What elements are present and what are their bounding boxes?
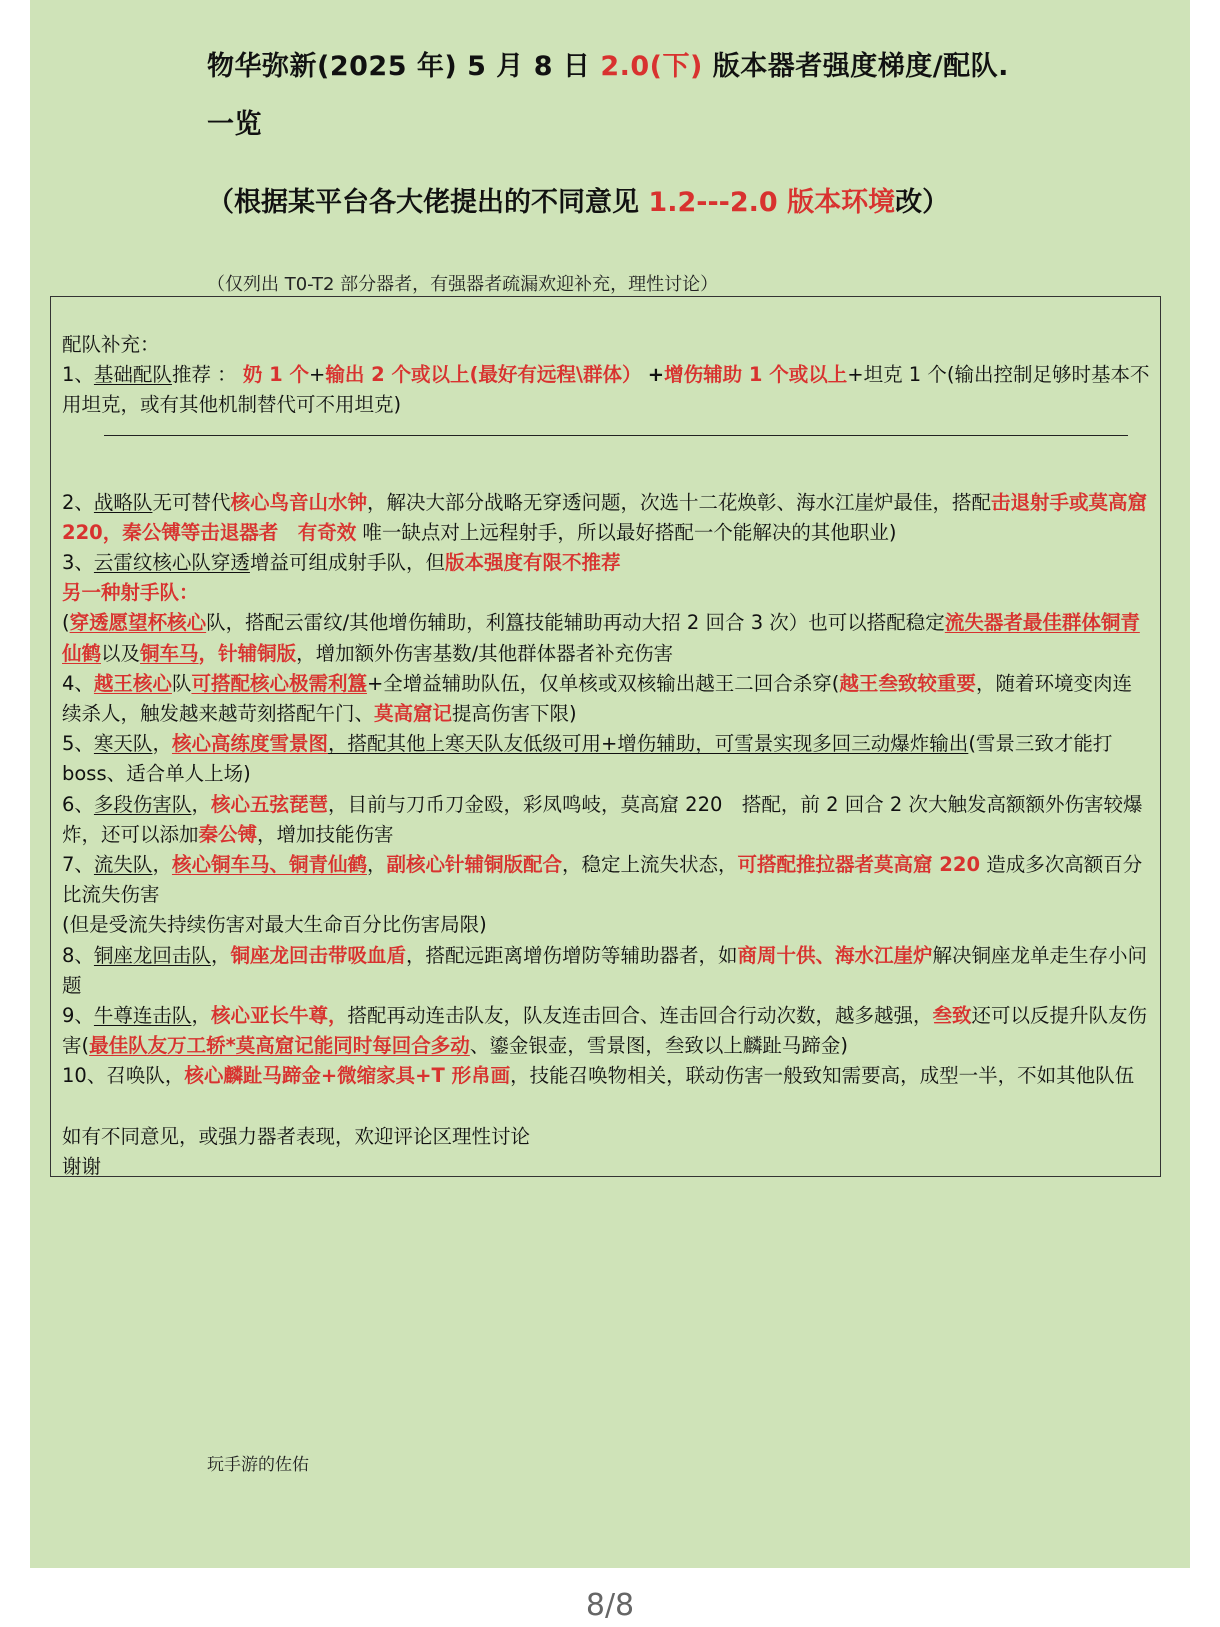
archer-team-title: 另一种射手队：	[62, 581, 199, 605]
scope-note: （仅列出 T0-T2 部分器者，有强器者疏漏欢迎补充，理性讨论）	[207, 274, 719, 295]
team-recommendation-box	[50, 296, 1161, 1177]
closing-thanks: 谢谢	[62, 1154, 102, 1178]
basic-team-paragraph: 1、基础配队推荐 ： 奶 1 个+输出 2 个或以上(最好有远程\群体） +增伤辅助 1 个或以上+坦克 1 个(输出控制足够时基本不用坦克，或有其他机制替代可不用坦克)	[62, 363, 1150, 417]
page-indicator: 8/8	[585, 1588, 635, 1623]
cloud-thunder-paragraph: 3、云雷纹核心队穿透增益可组成射手队，但版本强度有限不推荐	[62, 551, 621, 575]
summon-team-paragraph: 10、召唤队，核心麟趾马蹄金+微缩家具+T 形帛画，技能召唤物相关，联动伤害一般致知需要高，成型一半，不如其他队伍	[62, 1064, 1135, 1088]
strategy-team-paragraph: 2、战略队无可替代核心鸟音山水钟，解决大部分战略无穿透问题，次选十二花焕彰、海水江崖炉最佳，搭配击退射手或莫高窟 220，秦公镈等击退器者 有奇效 唯一缺点对上远程射手，所以最好搭配一个能解决的其他职业)	[62, 490, 1147, 544]
drain-team-paragraph: 7、流失队，核心铜车马、铜青仙鹤，副核心针辅铜版配合，稳定上流失状态，可搭配推拉器者莫高窟 220 造成多次高额百分比流失伤害 (但是受流失持续伤害对最大生命百分比伤害局限)	[62, 853, 1143, 937]
yuewang-team-paragraph: 4、越王核心队可搭配核心极需利簋+全增益辅助队伍，仅单核或双核输出越王二回合杀穿(越王叁致较重要，随着环境变肉连续杀人，触发越来越苛刻搭配午门、莫高窟记提高伤害下限)	[62, 671, 1132, 726]
ox-team-paragraph: 9、牛尊连击队，核心亚长牛尊，搭配再动连击队友，队友连击回合、连击回合行动次数，越多越强，叁致还可以反提升队友伤害(最佳队友万工轿*莫高窟记能同时每回合多动、鎏金银壶，雪景图，叁致以上麟趾马蹄金)	[62, 1004, 1148, 1058]
box-heading: 配队补充：	[62, 333, 160, 356]
closing-remark: 如有不同意见，或强力器者表现，欢迎评论区理性讨论	[62, 1124, 531, 1148]
title-version: 2.0(下)	[600, 51, 703, 82]
page-title: 物华弥新(2025 年) 5 月 8 日 2.0(下) 版本器者强度梯度/配队. 一览	[207, 51, 1009, 140]
archer-team-paragraph: (穿透愿望杯核心队，搭配云雷纹/其他增伤辅助，利簋技能辅助再动大招 2 回合 3 次）也可以搭配稳定流失器者最佳群体铜青仙鹤以及铜车马，针辅铜版，增加额外伤害基数/其他群体器者补充伤害	[62, 611, 1140, 665]
cold-team-paragraph: 5、寒天队，核心高练度雪景图，搭配其他上寒天队友低级可用+增伤辅助，可雪景实现多回三动爆炸输出(雪景三致才能打 boss、适合单人上场)	[62, 732, 1113, 786]
subtitle-version: 1.2---2.0 版本环境	[648, 187, 896, 218]
multi-hit-team-paragraph: 6、多段伤害队，核心五弦琵琶，目前与刀币刀金殴，彩凤鸣岐，莫高窟 220 搭配，前 2 回合 2 次大触发高额额外伤害较爆炸，还可以添加秦公镈，增加技能伤害	[62, 792, 1143, 846]
author-signature: 玩手游的佐佑	[207, 1455, 309, 1475]
page-subtitle: （根据某平台各大佬提出的不同意见 1.2---2.0 版本环境改）	[207, 187, 950, 218]
dragon-team-paragraph: 8、铜座龙回击队，铜座龙回击带吸血盾，搭配远距离增伤增防等辅助器者，如商周十供、海水江崖炉解决铜座龙单走生存小问题	[62, 943, 1148, 997]
document-page	[30, 0, 1190, 1568]
